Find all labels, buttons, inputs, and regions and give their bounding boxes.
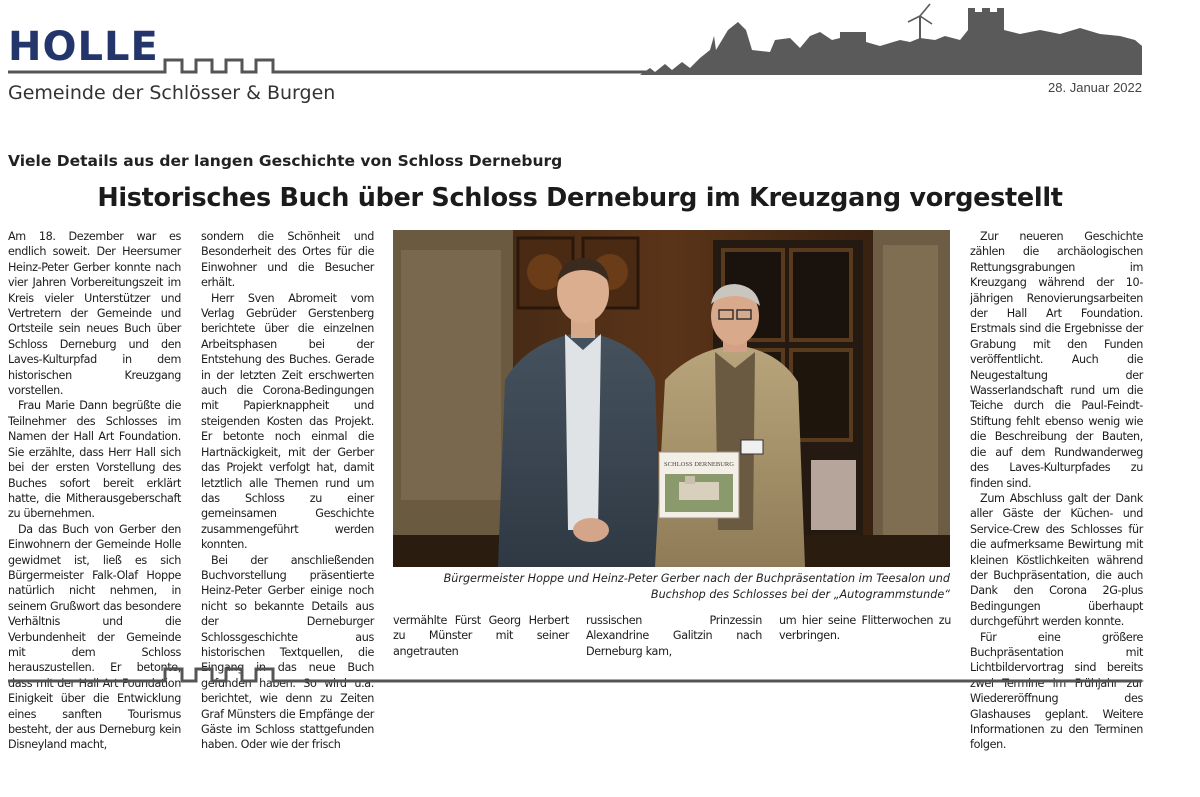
- paragraph: Bei der anschließenden Buchvorstellung präsentierte Heinz-Peter Gerber einige noch nicht so bekannte Details aus der Derneburger Schlossgeschichte aus historischen Textquellen, die Eingang in das neue Buch gefunden haben. So wird u.a. berichtet, wie denn zu Zeiten Graf Münsters die Empfänge der Gäste im Schloss stattgefunden haben. Oder wie der frisch: [201, 553, 374, 752]
- paragraph: Zum Abschluss galt der Dank aller Gäste der Küchen- und Service-Crew des Schlosses für die aufmerksame Bewirtung mit kleinen Köstlichkeiten während der Buchpräsentation, die auch Dank den Corona 2G-plus Bedingungen überhaupt durchgeführt werden konnte.: [970, 491, 1143, 629]
- paragraph: vermählte Fürst Georg Herbert zu Münster mit seiner angetrauten: [393, 614, 569, 658]
- paragraph: Da das Buch von Gerber den Einwohnern der Gemeinde Holle gewidmet ist, ließ es sich Bürgermeister Falk-Olaf Hoppe natürlich nicht nehmen, in seinem Grußwort das besondere Verhältnis und die Verbundenheit der Gemeinde mit dem Schloss herauszustellen. Er betonte, dass mit der Hall Art Foundation Einigkeit über die Entwicklung eines sanften Tourismus besteht, der aus Derneburg kein Disneyland macht,: [8, 522, 181, 752]
- paragraph: Herr Sven Abromeit vom Verlag Gebrüder Gerstenberg berichtete über die einzelnen Arbeitsphasen bei der Entstehung des Buches. Gerade in der letzten Zeit erschwerten auch die Corona-Bedingungen mit Papierknappheit und steigenden Kosten das Projekt. Er betonte noch einmal die Hartnäckigkeit, mit der Gerber das Projekt verfolgt hat, damit letztlich alle Themen rund um das Schloss zu einer gemeinsamen Geschichte zusammengeführt werden konnten.: [201, 291, 374, 552]
- photo-caption: Bürgermeister Hoppe und Heinz-Peter Gerber nach der Buchpräsentation im Teesalon und Buchshop des Schlosses bei der „Autogrammstunde“: [443, 572, 950, 601]
- paragraph: Frau Marie Dann begrüßte die Teilnehmer des Schlosses im Namen der Hall Art Foundation. Sie erzählte, dass Herr Hall sich bei der ersten Vorstellung des Buches sofort bereit erklärt hatte, die Mitherausgeberschaft zu übernehmen.: [8, 399, 181, 521]
- book-cover: [659, 452, 739, 518]
- masthead-skyline-rule: [0, 0, 1200, 80]
- article-kicker: Viele Details aus der langen Geschichte von Schloss Derneburg: [8, 152, 563, 170]
- paragraph: um hier seine Flitterwochen zu verbringen.: [779, 614, 951, 643]
- book-title-text: SCHLOSS DERNEBURG: [664, 461, 734, 468]
- paragraph: Für eine größere Buchpräsentation mit Lichtbildervortrag sind bereits zwei Termine im Frühjahr zur Wiedereröffnung des Glashauses geplant. Weitere Informationen zu den Terminen folgen.: [970, 630, 1143, 752]
- paragraph: russischen Prinzessin Alexandrine Galitzin nach Derneburg kam,: [586, 614, 762, 658]
- castle-skyline-icon: [640, 4, 1142, 75]
- footer-battlement-rule: [0, 660, 1200, 690]
- paragraph: sondern die Schönheit und Besonderheit des Ortes für die Einwohner und die Besucher erhält.: [201, 230, 374, 290]
- article-photo: [393, 230, 950, 567]
- paragraph: Zur neueren Geschichte zählen die archäologischen Rettungsgrabungen im Kreuzgang während der 10-jährigen Renovierungsarbeiten der Hall Art Foundation. Erstmals sind die Ergebnisse der Grabung mit den Funden veröffentlicht. Auch die Neugestaltung der Wasserlandschaft rund um die Teiche durch die Paul-Feindt-Stiftung fehlt ebenso wenig wie die Beschreibung der Bauten, die auf dem Rundwanderweg des Laves-Kulturpfades zu finden sind.: [970, 230, 1143, 490]
- masthead-title: HOLLE: [8, 24, 159, 70]
- article-headline: Historisches Buch über Schloss Derneburg im Kreuzgang vorgestellt: [97, 183, 1063, 213]
- paragraph: Am 18. Dezember war es endlich soweit. Der Heersumer Heinz-Peter Gerber konnte nach vier Jahren Vorbereitungszeit im Kreis vieler Unterstützer und Vertretern der Gemeinde und Ortsteile sein neues Buch über Schloss Derneburg und den Laves-Kulturpfad in dem historischen Kreuzgang vorstellen.: [8, 230, 181, 398]
- issue-date: 28. Januar 2022: [1048, 80, 1142, 95]
- masthead-subtitle: Gemeinde der Schlösser & Burgen: [8, 82, 336, 104]
